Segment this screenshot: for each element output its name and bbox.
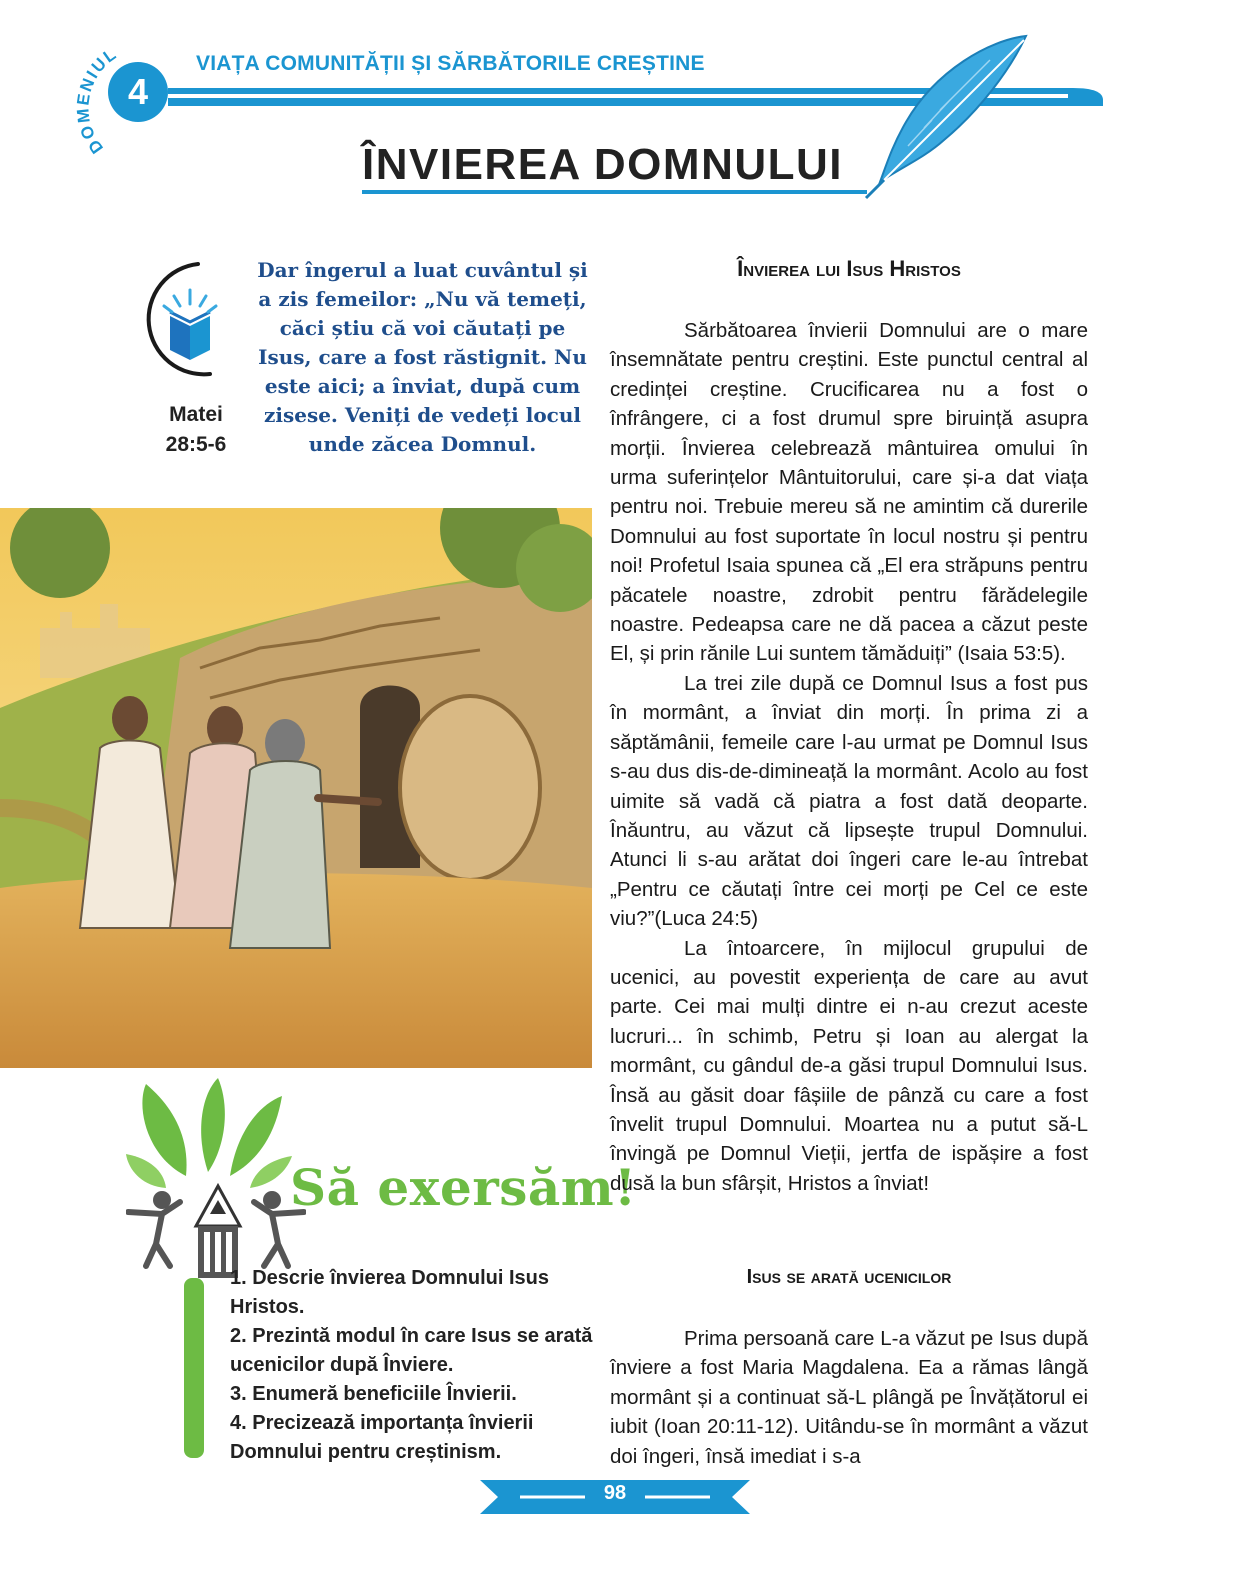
domain-label-text: DOMENIUL: [73, 43, 121, 158]
exercise-list: [230, 1264, 610, 1467]
title-underline: [362, 190, 867, 194]
chapter-title: VIAȚA COMUNITĂȚII ȘI SĂRBĂTORILE CREȘTINE: [196, 52, 705, 75]
open-book-icon: [140, 256, 240, 386]
exercise-item: 3. Enumeră beneficiile Învierii.: [230, 1383, 517, 1405]
exercise-item: 1. Descrie învierea Domnului Isus Hristos.: [230, 1267, 550, 1318]
section-title-appearances: Isus se arată ucenicilor: [746, 1266, 952, 1288]
paragraph: Sărbătoarea învierii Domnului are o mare însemnătate pentru creștini. Este punctul central al credinței creștine. Crucificarea nu a fost o înfrângere, ci a fost drumul spre biruință asupra morții. Învierea celebrează mântuirea omului în urma suferințelor Mântuitorului, care și-a dat viața pentru noi. Trebuie mereu să ne amintim că durerile Domnului au fost suportate în locul nostru și pentru noi! Profetul Isaia spunea că „El era străpuns pentru păcatele noastre, zdrobit pentru fărădelegile noastre. Pedeapsa care ne dă pacea a căzut peste El, și prin rănile Lui suntem tămăduiți” (Isaia 53:5).: [610, 319, 1088, 666]
paragraph: La întoarcere, în mijlocul grupului de ucenici, au povestit experiența de care au avut parte. Cei mai mulți dintre ei n-au crezut aceste lucruri... în schimb, Petru și Ioan au alergat la mormânt, cu gândul de-a găsi trupul Domnului Isus. Însă au găsit doar fâșiile de pânză cu care a fost învelit trupul Domnului. Moartea nu a putut să-L învingă pe Domnul Vieții, jertfa de ispășire a fost dusă la bun sfârșit, Hristos a înviat!: [610, 936, 1088, 1195]
quote-reference: Matei 28:5-6: [165, 403, 227, 456]
feather-quill-icon: [840, 30, 1040, 200]
page-title: ÎNVIEREA DOMNULUI: [362, 140, 843, 189]
paragraph: Prima persoană care L-a văzut pe Isus după înviere a fost Maria Magdalena. Ea a rămas lângă mormânt și a continuat să-L plângă pe Învățătorul ei iubit (Ioan 20:11-12). Uitându-se în mormânt a văzut doi îngeri, însă imediat i s-a: [610, 1327, 1088, 1468]
article-appearances: [610, 1324, 1088, 1471]
section-title-resurrection: Învierea lui Isus Hristos: [737, 256, 961, 281]
page-number: 98: [603, 1482, 627, 1504]
exercise-item: 4. Precizează importanța învierii Domnului pentru creștinism.: [230, 1412, 534, 1463]
paragraph: La trei zile după ce Domnul Isus a fost pus în mormânt, a înviat din morți. În prima zi a săptămânii, femeile care l-au urmat pe Domnul Isus s-au dus dis-de-dimineață la mormânt. Acolo au fost uimite să vadă că piatra a fost dată deoparte. Înăuntru, au văzut că lipsește trupul Domnului. Atunci li s-au arătat doi îngeri care le-au întrebat „Pentru ce căutați între cei morți pe Cel ce este viu?”(Luca 24:5): [610, 671, 1088, 931]
article-resurrection: [610, 316, 1088, 1198]
exercise-heading: Să exersăm!: [290, 1158, 637, 1217]
quote-text: Dar îngerul a luat cuvântul și a zis femeilor: „Nu vă temeți, căci știu că voi căutați pe Isus, care a fost răstignit. Nu este aici; a înviat, după cum zisese. Veniți de vedeți locul unde zăcea Domnul.: [257, 258, 588, 456]
exercise-item: 2. Prezintă modul în care Isus se arată ucenicilor după Înviere.: [230, 1325, 593, 1376]
domain-number: 4: [127, 71, 149, 112]
domain-number-badge: [108, 62, 168, 122]
empty-tomb-illustration: [0, 508, 592, 1068]
